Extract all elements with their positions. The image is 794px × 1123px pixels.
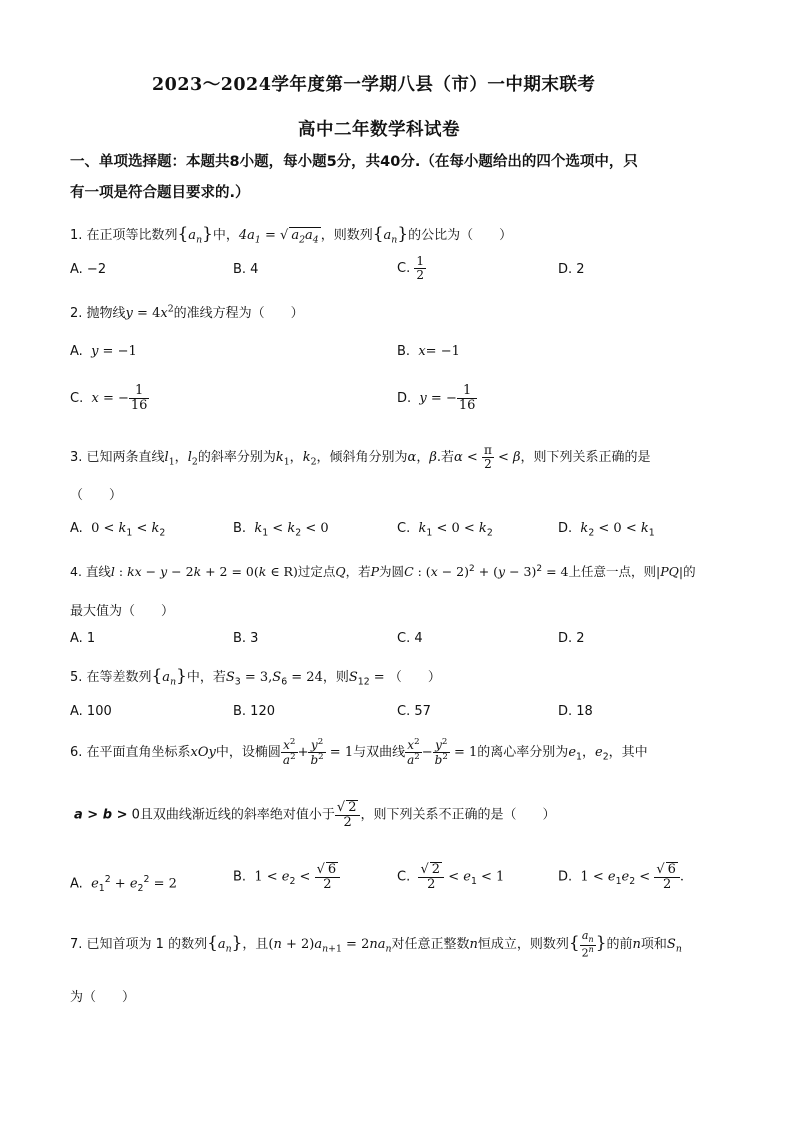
q1-option-d: D. 2 [558, 262, 585, 277]
question-4-cont: 最大值为（ ） [70, 604, 175, 619]
question-7: 7. 已知首项为 1 的数列$\{a_n\}$，且$(n + 2)a_{n+1} = 2na_n$对任意正整数n恒成立，则数列{ $\frac{a_n}{2^n}$ }的前n项和$S_n$ [70, 929, 682, 960]
question-7-cont: 为（ ） [70, 990, 136, 1005]
q6-option-c: C. $\frac{√ 2}{2}$ < $e_1 < 1$ [397, 862, 505, 892]
question-3: 3. 已知两条直线$l_1$，$l_2$的斜率分别为$k_1$，$k_2$，倾斜角分别为α，β.若α < $\frac{\pi}{2}$ < β，则下列关系正确的是 [70, 443, 651, 471]
q6-option-a: A. $e_1^2 + e_2^2 = 2$ [70, 874, 177, 894]
question-4: 4. 直线l : kx − y − 2k + 2 = 0(k ∈ R)过定点Q，若P为圆C : $(x - 2)^2 + (y - 3)^2 = 4$上任意一点，则|PQ|的 [70, 563, 696, 579]
q3-option-c: C. $k_1 < 0 < k_2$ [397, 521, 493, 539]
exam-subtitle: 高中二年数学科试卷 [298, 120, 460, 140]
q2-option-d: D. y = − $\frac{1}{16}$ [397, 383, 476, 413]
q4-option-d: D. 2 [558, 631, 585, 646]
question-6-cont: a > b > 0且双曲线渐近线的斜率绝对值小于 $\frac{√ 2}{2}$ ，则下列关系不正确的是（ ） [74, 800, 556, 830]
q3-option-a: A. $0 < k_1 < k_2$ [70, 521, 166, 539]
q1-option-b: B. 4 [233, 262, 259, 277]
question-3-cont: （ ） [70, 488, 123, 503]
question-1: 1. 在正项等比数列$\{a_n\}$中，$4a_1$ = √ $a_2a_4$ ，则数列$\{a_n\}$的公比为（ ） [70, 223, 513, 246]
q5-option-d: D. 18 [558, 704, 593, 719]
q2-option-c: C. x = − $\frac{1}{16}$ [70, 383, 148, 413]
q4-option-c: C. 4 [397, 631, 423, 646]
q2-option-a: A. y = −1 [70, 344, 137, 359]
q5-option-c: C. 57 [397, 704, 431, 719]
section-heading-cont: 有一项是符合题目要求的.） [70, 185, 250, 201]
q5-option-a: A. 100 [70, 704, 112, 719]
q5-option-b: B. 120 [233, 704, 275, 719]
question-6: 6. 在平面直角坐标系xOy中，设椭圆 $\frac{x^2}{a^2}$ + $\frac{y^2}{b^2}$ = 1与双曲线 $\frac{x^2}{a^2}$ − $\frac{y^2}{b^2}$ = 1的离心率分别为$e_1$，$e_2$，其中 [70, 737, 648, 767]
q2-option-b: B. x= −1 [397, 344, 460, 359]
q4-option-b: B. 3 [233, 631, 259, 646]
q6-option-d: D. $1 < e_1e_2$ < $\frac{√ 6}{2}$ . [558, 862, 685, 892]
q1-option-a: A. −2 [70, 262, 107, 277]
q3-option-d: D. $k_2 < 0 < k_1$ [558, 521, 655, 539]
section-heading: 一、单项选择题：本题共8小题，每小题5分，共40分.（在每小题给出的四个选项中，只 [70, 154, 638, 170]
q6-option-b: B. $1 < e_2$ < $\frac{√ 6}{2}$ [233, 862, 340, 892]
q4-option-a: A. 1 [70, 631, 96, 646]
question-5: 5. 在等差数列$\{a_n\}$中，若$S_3 = 3,S_6 = 24$，则$S_{12}$ = （ ） [70, 665, 441, 688]
q1-option-c: C. $\frac{1}{2}$ [397, 254, 424, 282]
q3-option-b: B. $k_1 < k_2 < 0$ [233, 521, 329, 539]
exam-title: 2023～2024学年度第一学期八县（市）一中期末联考 [152, 75, 596, 95]
question-2: 2. 抛物线$y = 4x^2$的准线方程为（ ） [70, 303, 304, 321]
